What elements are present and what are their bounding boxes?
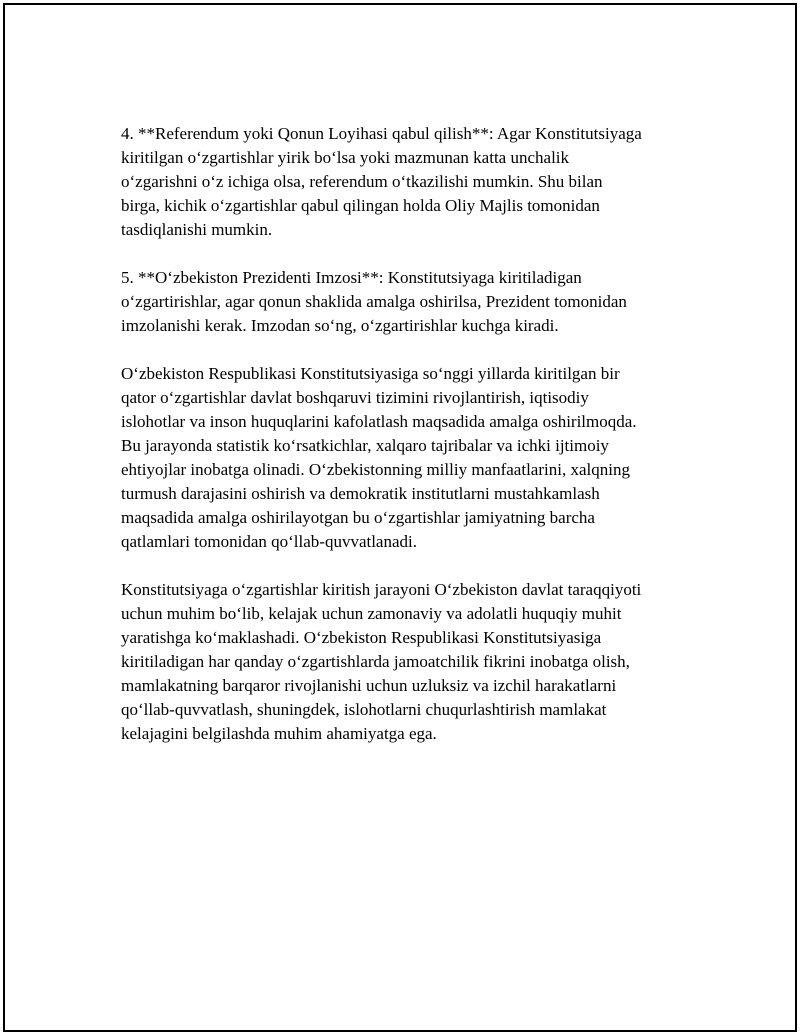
text-line: qator o‘zgartishlar davlat boshqaruvi tizimini rivojlantirish, iqtisodiy (121, 388, 589, 407)
paragraph-referendum (121, 122, 701, 242)
text-line: Konstitutsiyaga o‘zgartishlar kiritish jarayoni O‘zbekiston davlat taraqqiyoti (121, 580, 642, 599)
text-line: qo‘llab-quvvatlash, shuningdek, islohotlarni chuqurlashtirish mamlakat (121, 700, 607, 719)
text-line: yaratishga ko‘maklashadi. O‘zbekiston Respublikasi Konstitutsiyasiga (121, 628, 602, 647)
text-line: birga, kichik o‘zgartishlar qabul qilingan holda Oliy Majlis tomonidan (121, 196, 600, 215)
text-line: kelajagini belgilashda muhim ahamiyatga ega. (121, 724, 437, 743)
text-line: tasdiqlanishi mumkin. (121, 220, 273, 239)
paragraph-recent-amendments (121, 362, 701, 554)
text-line: imzolanishi kerak. Imzodan so‘ng, o‘zgartirishlar kuchga kiradi. (121, 316, 559, 335)
paragraph-conclusion (121, 578, 701, 746)
text-line: turmush darajasini oshirish va demokratik institutlarni mustahkamlash (121, 484, 600, 503)
text-line: uchun muhim bo‘lib, kelajak uchun zamonaviy va adolatli huquqiy muhit (121, 604, 622, 623)
text-line: kiritiladigan har qanday o‘zgartishlarda jamoatchilik fikrini inobatga olish, (121, 652, 630, 671)
text-line: ehtiyojlar inobatga olinadi. O‘zbekistonning milliy manfaatlarini, xalqning (121, 460, 630, 479)
text-line: mamlakatning barqaror rivojlanishi uchun uzluksiz va izchil harakatlarni (121, 676, 617, 695)
text-line: islohotlar va inson huquqlarini kafolatlash maqsadida amalga oshirilmoqda. (121, 412, 637, 431)
paragraph-president-signature (121, 266, 701, 338)
text-line: maqsadida amalga oshirilayotgan bu o‘zgartishlar jamiyatning barcha (121, 508, 595, 527)
text-line: kiritilgan o‘zgartishlar yirik bo‘lsa yoki mazmunan katta unchalik (121, 148, 570, 167)
text-line: 4. **Referendum yoki Qonun Loyihasi qabul qilish**: Agar Konstitutsiyaga (121, 124, 642, 143)
text-line: qatlamlari tomonidan qo‘llab-quvvatlanadi. (121, 532, 417, 551)
text-line: Bu jarayonda statistik ko‘rsatkichlar, xalqaro tajribalar va ichki ijtimoiy (121, 436, 609, 455)
text-line: O‘zbekiston Respublikasi Konstitutsiyasiga so‘nggi yillarda kiritilgan bir (121, 364, 620, 383)
text-line: o‘zgartirishlar, agar qonun shaklida amalga oshirilsa, Prezident tomonidan (121, 292, 627, 311)
document-page (3, 3, 797, 1032)
document-body (121, 122, 701, 770)
text-line: o‘zgarishni o‘z ichiga olsa, referendum o‘tkazilishi mumkin. Shu bilan (121, 172, 603, 191)
text-line: 5. **O‘zbekiston Prezidenti Imzosi**: Konstitutsiyaga kiritiladigan (121, 268, 582, 287)
